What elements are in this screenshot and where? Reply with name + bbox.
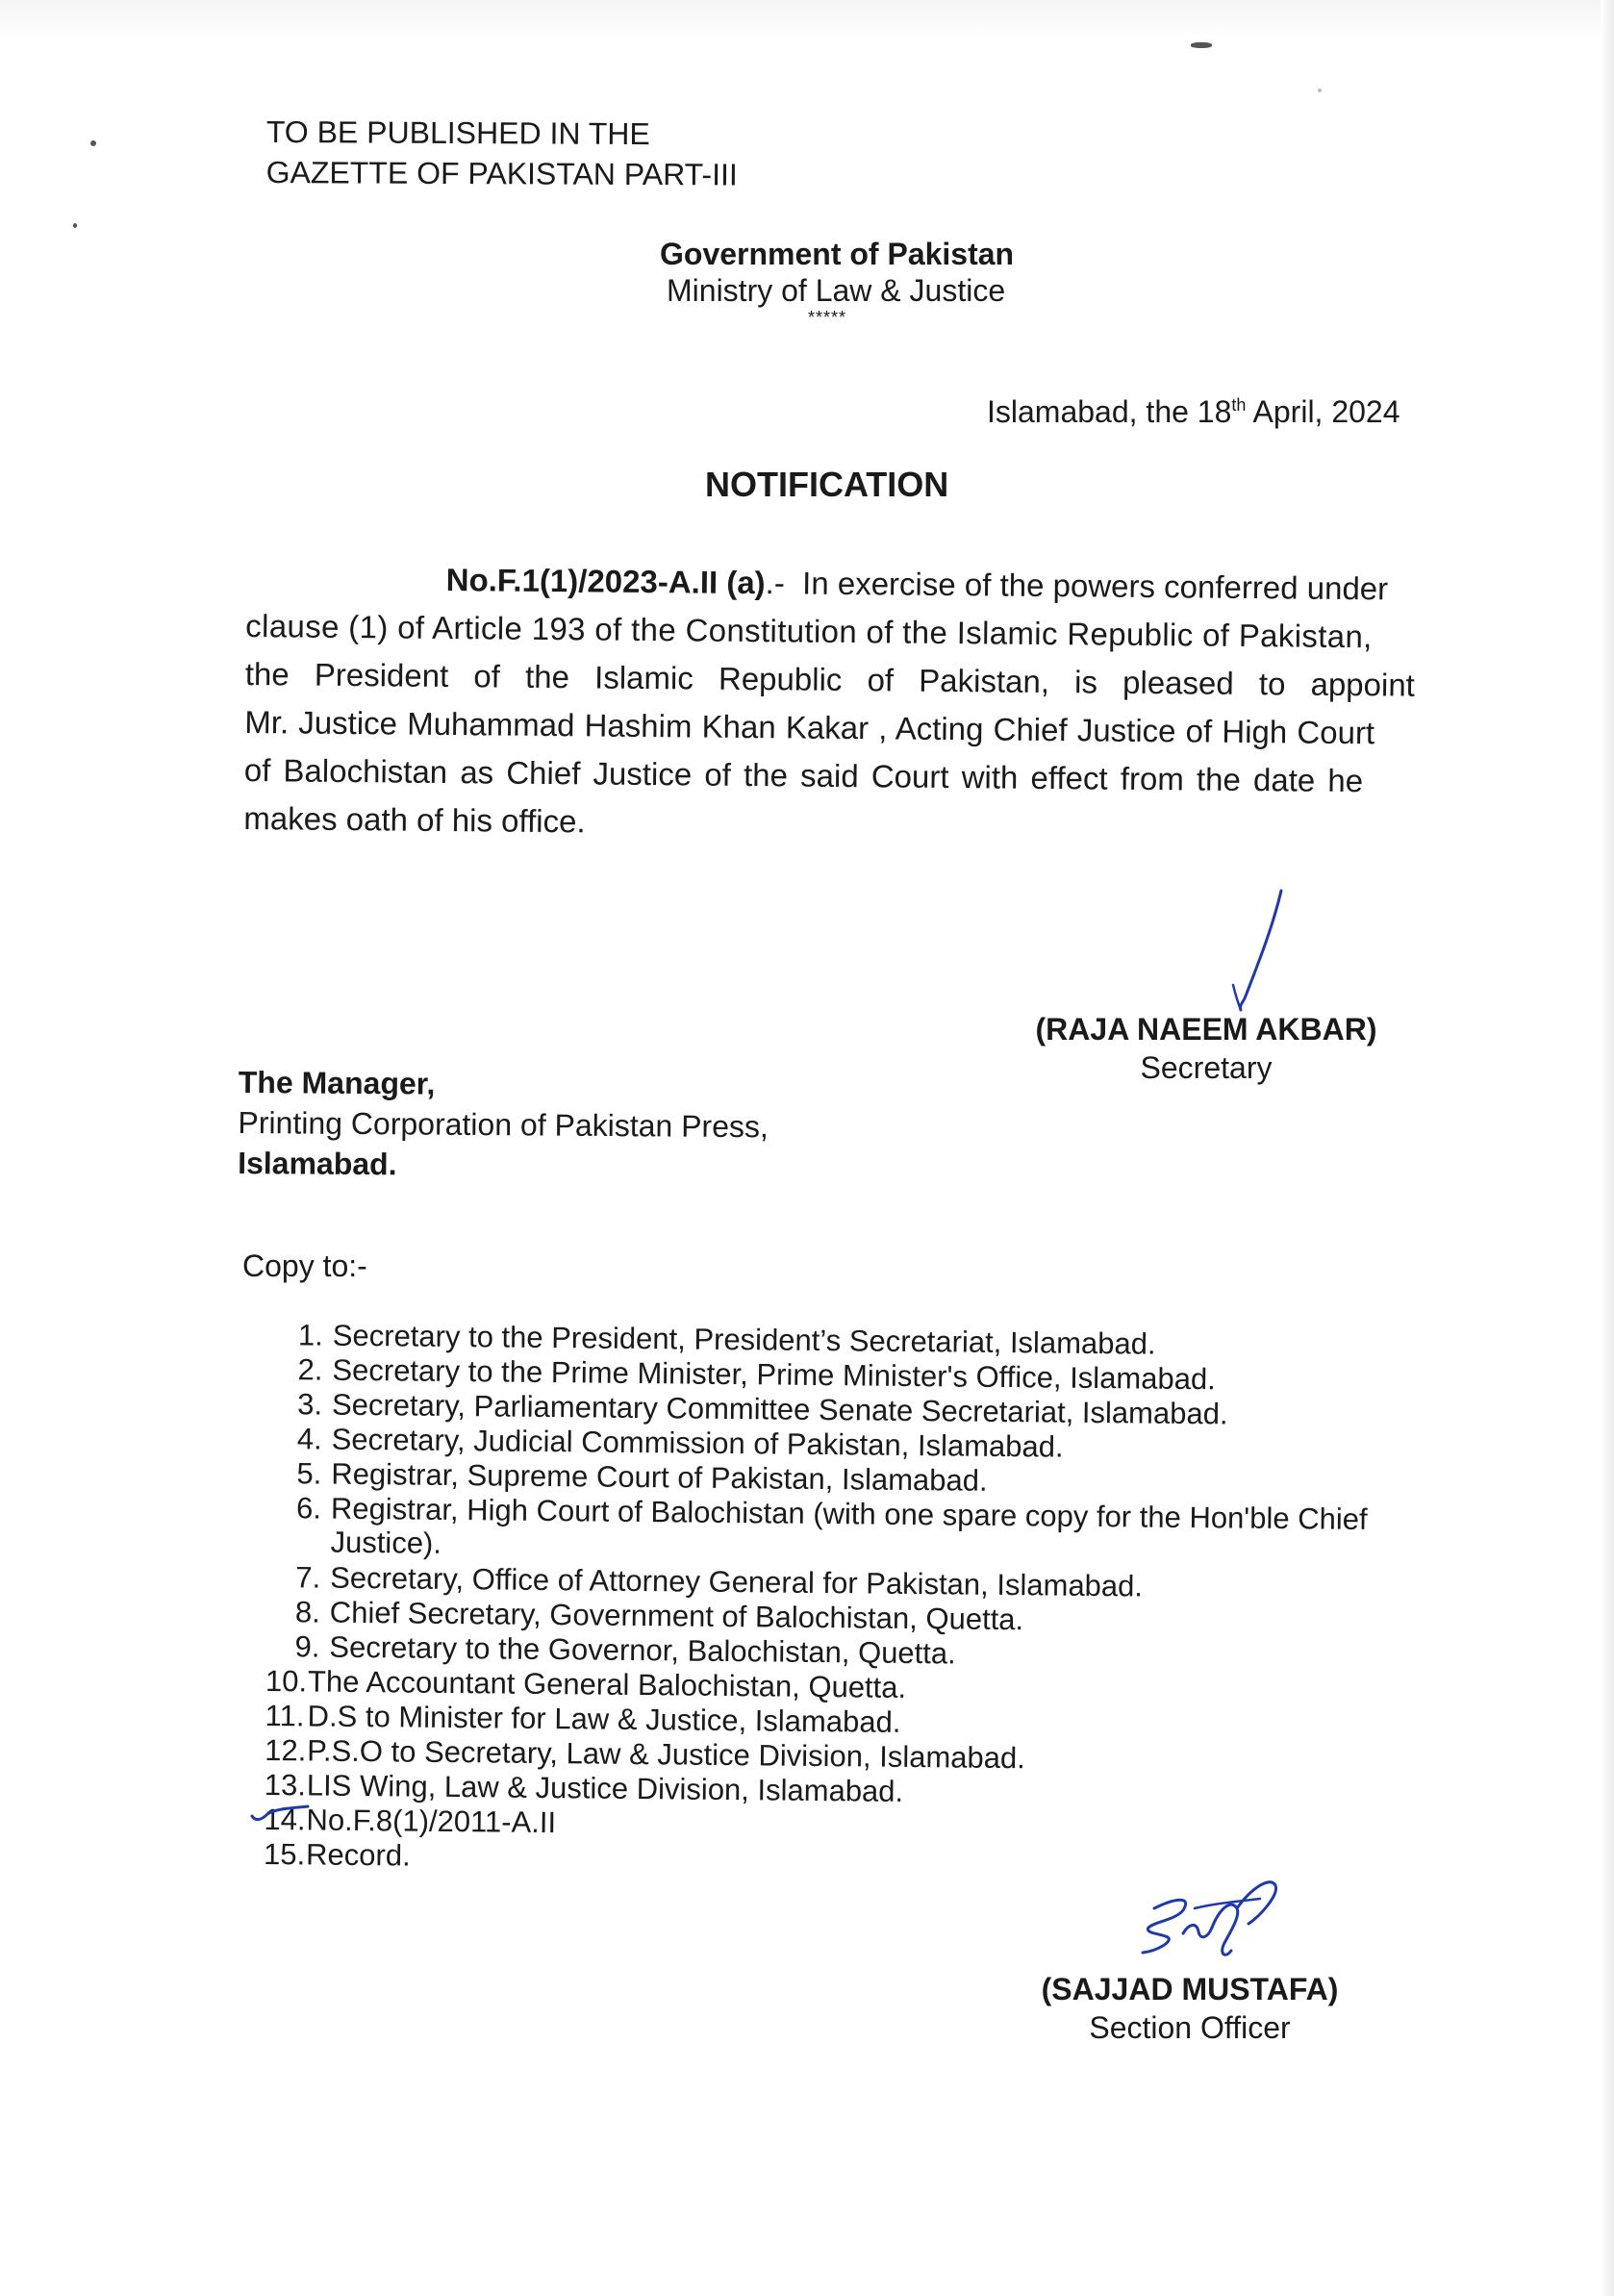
copy-item-text: LIS Wing, Law & Justice Division, Islamabad. (306, 1768, 904, 1808)
copy-item-text: Secretary, Office of Attorney General for Pakistan, Islamabad. (329, 1560, 1144, 1603)
ministry-name: Ministry of Law & Justice (667, 273, 1006, 308)
copy-item-number: 7. (295, 1560, 321, 1595)
secretary-signature-mark (1220, 885, 1297, 1020)
copy-item-number: 1. (297, 1318, 323, 1352)
secretary-name: (RAJA NAEEM AKBAR) (1035, 1012, 1377, 1047)
copy-item-text: Secretary to the Governor, Balochistan, Quetta. (329, 1629, 956, 1671)
copy-item-number: 13. (264, 1767, 307, 1803)
notification-reference: No.F.1(1)/2023-A.II (a) (445, 561, 766, 601)
copy-item-number: 2. (297, 1352, 323, 1387)
copy-item-text: Secretary to the Prime Minister, Prime Minister's Office, Islamabad. (332, 1352, 1216, 1397)
government-title: Government of Pakistan (660, 237, 1015, 271)
body-line1-text: .- In exercise of the powers conferred under (765, 565, 1389, 607)
copy-item-text: Registrar, High Court of Balochistan (with one spare copy for the Hon'ble Chief Justice). (330, 1491, 1368, 1560)
body-line5-text: of Balochistan as Chief Justice of the said Court with effect from the date he (243, 751, 1364, 799)
copy-item-number: 5. (296, 1456, 322, 1491)
notification-heading: NOTIFICATION (705, 465, 949, 504)
copy-to-list (264, 1318, 1424, 1884)
addressee-line1: The Manager, (238, 1064, 436, 1101)
gazette-header (266, 112, 739, 195)
scan-speck (90, 140, 96, 146)
section-officer-name: (SAJJAD MUSTAFA) (1041, 1972, 1339, 2006)
body-line6-text: makes oath of his office. (243, 799, 586, 840)
notification-body (243, 554, 1416, 854)
gazette-header-line1: TO BE PUBLISHED IN THE (265, 114, 650, 152)
copy-item-number: 10. (265, 1663, 308, 1699)
gazette-header-line2: GAZETTE OF PAKISTAN PART-III (265, 154, 738, 192)
scan-edge-shadow (1601, 0, 1614, 2296)
body-line2-text: clause (1) of Article 193 of the Constitution of the Islamic Republic of Pakistan, (245, 607, 1373, 655)
copy-item-text: P.S.O to Secretary, Law & Justice Division, Islamabad. (307, 1733, 1026, 1776)
scan-speck (1318, 88, 1322, 92)
copy-item-text: D.S to Minister for Law & Justice, Islamabad. (307, 1699, 901, 1739)
body-line4-text: Mr. Justice Muhammad Hashim Khan Kakar , Acting Chief Justice of High Court (244, 703, 1375, 751)
copy-item-number: 12. (265, 1732, 307, 1768)
section-officer-signature-block (1021, 1970, 1358, 2047)
handwritten-tick-mark (248, 1799, 325, 1828)
copy-item-text: Secretary to the President, President’s Secretariat, Islamabad. (332, 1318, 1156, 1361)
copy-item-number: 9. (294, 1629, 320, 1664)
date-ordinal: th (1231, 395, 1247, 415)
copy-to-label: Copy to:- (242, 1249, 367, 1283)
addressee-line3: Islamabad. (238, 1145, 397, 1182)
scan-speck (1191, 42, 1212, 48)
addressee-block (238, 1062, 769, 1187)
copy-item-text: Record. (305, 1837, 411, 1873)
copy-item-number: 15. (263, 1836, 306, 1872)
copy-item-text: Registrar, Supreme Court of Pakistan, Islamabad. (331, 1456, 988, 1498)
body-line3-text: the President of the Islamic Republic of Pakistan, is pleased to appoint (244, 655, 1416, 703)
copy-item-number: 4. (296, 1422, 322, 1456)
date-prefix: Islamabad, the 18 (987, 394, 1232, 429)
copy-item-text: Secretary, Judicial Commission of Pakistan, Islamabad. (331, 1422, 1064, 1464)
copy-to-item (266, 1491, 1422, 1573)
copy-item-text: The Accountant General Balochistan, Quetta. (307, 1664, 907, 1704)
secretary-title: Secretary (1140, 1050, 1273, 1085)
copy-item-text: Chief Secretary, Government of Balochistan, Quetta. (329, 1595, 1024, 1637)
scan-speck (73, 223, 77, 228)
copy-item-number: 11. (265, 1698, 305, 1733)
copy-item-number: 14. (264, 1802, 306, 1837)
copy-item-text: No.F.8(1)/2011-A.II (306, 1803, 557, 1840)
copy-item-text: Secretary, Parliamentary Committee Senate Secretariat, Islamabad. (331, 1387, 1228, 1431)
copy-item-number: 8. (294, 1595, 320, 1629)
header-separator: ***** (808, 308, 847, 327)
copy-item-number: 6. (295, 1491, 322, 1526)
date-suffix: April, 2024 (1246, 394, 1400, 429)
section-officer-title: Section Officer (1089, 2010, 1291, 2045)
copy-item-number: 3. (297, 1387, 323, 1422)
notification-date (987, 392, 1400, 431)
secretary-signature-block (1023, 1010, 1389, 1087)
addressee-line2: Printing Corporation of Pakistan Press, (238, 1104, 769, 1145)
